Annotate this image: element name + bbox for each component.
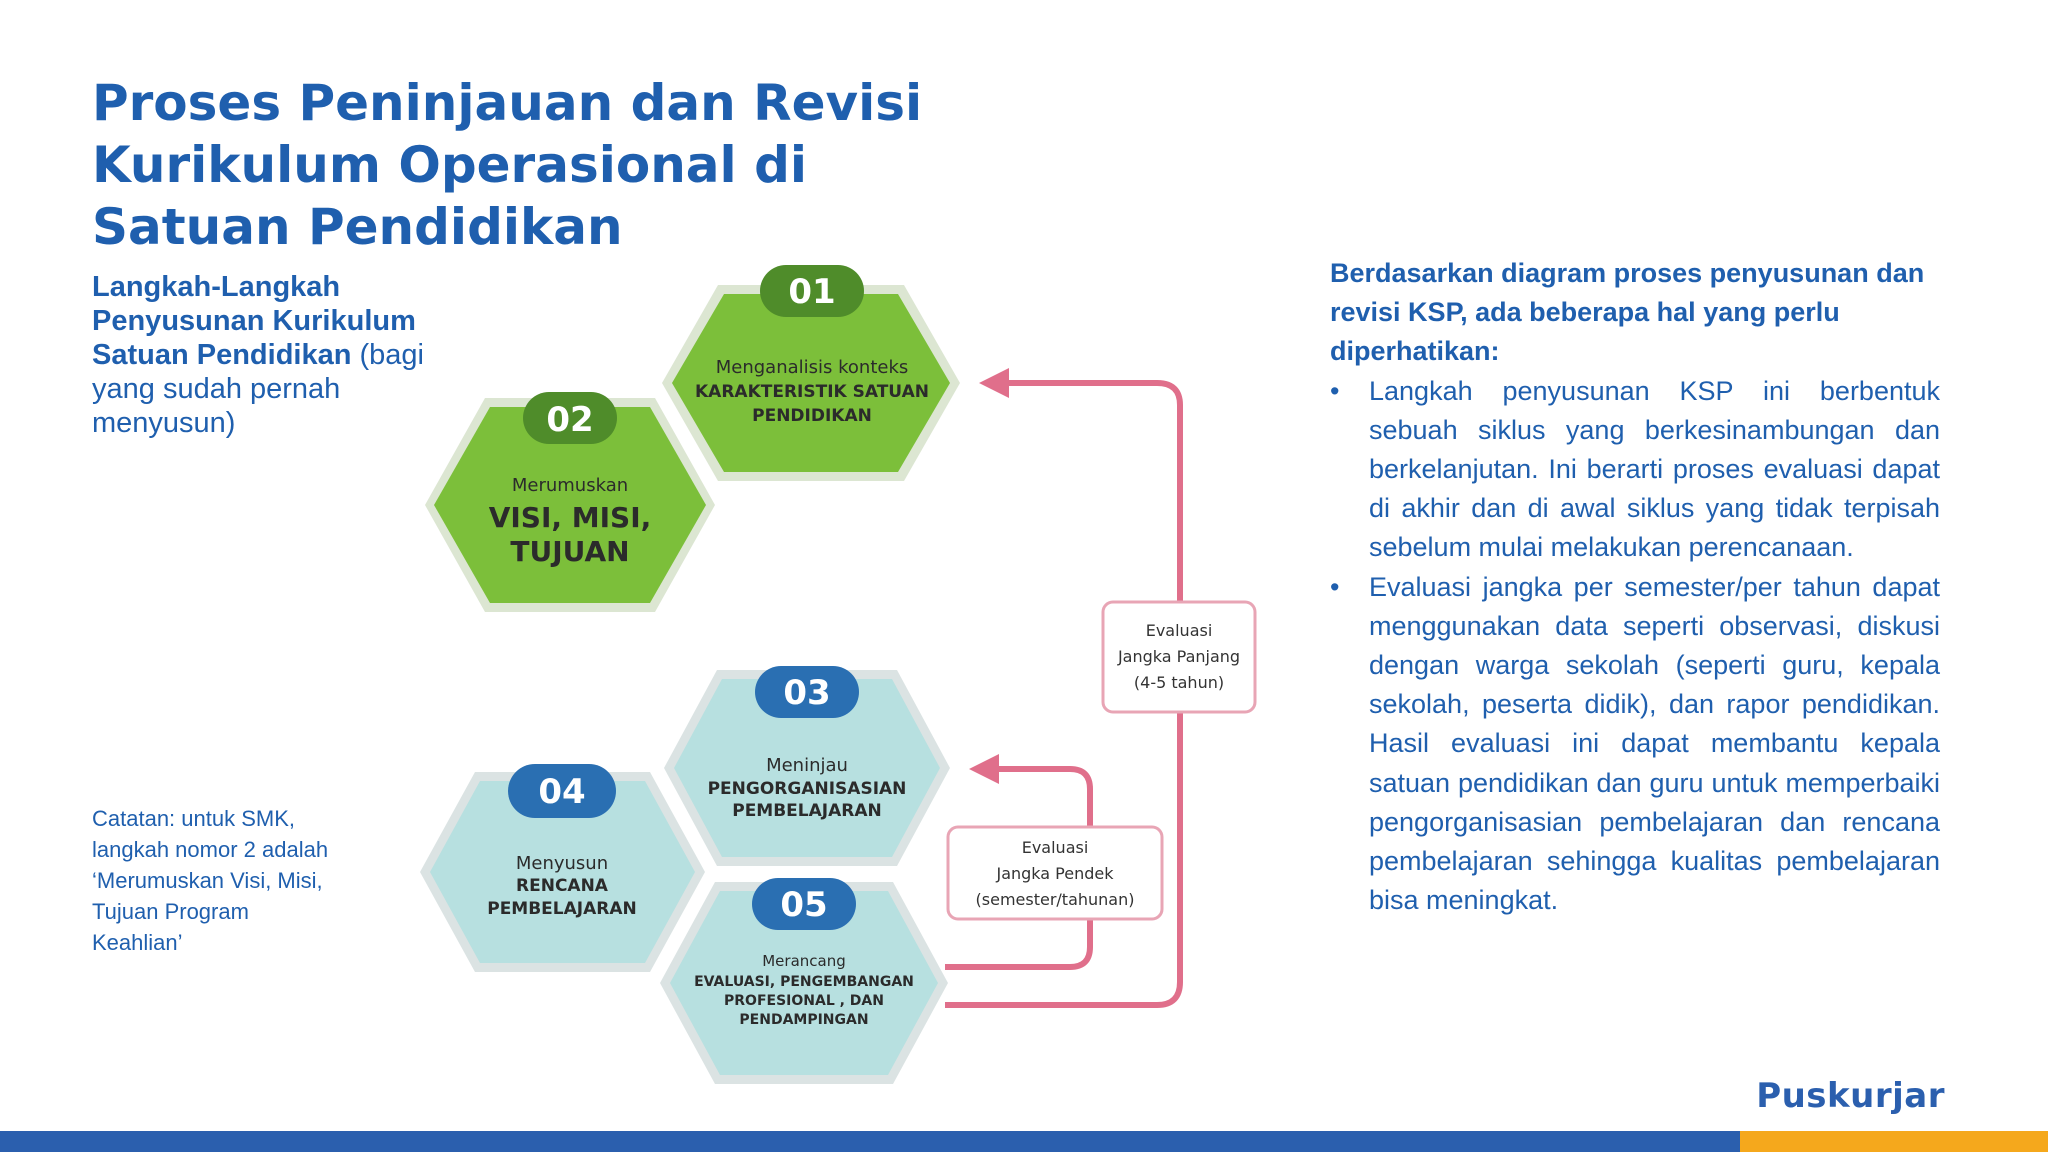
eval-long-line1: Evaluasi [1145,621,1213,640]
step-05-number: 05 [780,885,828,925]
step-01-number: 01 [788,272,836,312]
step-04-hexagon [420,764,705,972]
long-term-evaluation-box [1103,602,1255,712]
ksp-cycle-diagram [400,240,1300,1100]
eval-long-line3: (4-5 tahun) [1133,673,1225,692]
step-01-line1: Menganalisis konteks [715,357,909,378]
subtitle-normal: (bagi yang sudah pernah menyusun) [92,339,424,439]
eval-long-line2: Jangka Panjang [1117,647,1241,666]
cycle-diagram-svg [400,240,1300,1100]
step-01-line3: PENDIDIKAN [752,406,872,426]
step-02-line3: TUJUAN [510,535,630,568]
step-02-hexagon [425,392,715,612]
footer-bar-accent [1740,1131,2048,1152]
step-05-line2: EVALUASI, PENGEMBANGAN [694,974,914,990]
step-05-line1: Merancang [762,952,846,970]
subtitle-bold: Langkah-Langkah Penyusunan Kurikulum Satuan Pendidikan [92,271,416,371]
short-term-evaluation-box [948,827,1162,919]
step-05-hexagon [660,878,948,1084]
step-04-line1: Menyusun [515,853,609,874]
step-01-line2: KARAKTERISTIK SATUAN [695,382,929,402]
steps-subtitle [92,270,432,440]
step-04-line3: PEMBELAJARAN [487,899,637,919]
explanation-bullet: • Evaluasi jangka per semester/per tahun dapat menggunakan data seperti observasi, diskusi dengan warga sekolah (seperti guru, kepala sekolah, peserta didik), dan rapor pendidikan. Hasil evaluasi ini dapat membantu kepala satuan pendidikan dan guru untuk memperbaiki pengorganisasian pembelajaran dan rencana pembelajaran sehingga kualitas pembelajaran bisa meningkat. [1330,568,1940,921]
explanation-bullet: • Langkah penyusunan KSP ini berbentuk sebuah siklus yang berkesinambungan dan berkelanjutan. Ini berarti proses evaluasi dapat di akhir dan di awal siklus yang tidak terpisah sebelum mulai melakukan perencanaan. [1330,372,1940,568]
step-04-line2: RENCANA [516,876,608,896]
step-03-line2: PENGORGANISASIAN [707,779,907,799]
step-05-line3: PROFESIONAL , DAN [724,993,884,1009]
step-03-number: 03 [783,673,831,713]
explanation-bullets [1330,372,1940,921]
step-03-hexagon [664,666,950,866]
puskurjar-logo: Puskurjar [1756,1076,1945,1116]
explanation-panel [1330,254,1940,920]
step-04-number: 04 [538,772,586,812]
explanation-heading: Berdasarkan diagram proses penyusunan dan revisi KSP, ada beberapa hal yang perlu diperhatikan: [1330,258,1925,367]
page-title: Proses Peninjauan dan Revisi Kurikulum Operasional di Satuan Pendidikan [92,74,923,256]
eval-short-line3: (semester/tahunan) [975,890,1135,909]
step-02-number: 02 [546,400,594,440]
step-05-line4: PENDAMPINGAN [739,1012,869,1028]
step-03-line3: PEMBELAJARAN [732,801,882,821]
step-01-hexagon [662,265,960,481]
eval-short-line1: Evaluasi [1021,838,1089,857]
smk-note: Catatan: untuk SMK, langkah nomor 2 adalah ‘Merumuskan Visi, Misi, Tujuan Program Keahlian’ [92,806,329,955]
step-03-line1: Meninjau [766,755,848,776]
step-02-line2: VISI, MISI, [488,501,652,534]
eval-short-line2: Jangka Pendek [996,864,1114,883]
step-02-line1: Merumuskan [511,475,629,496]
footer-bar [0,1131,1740,1152]
